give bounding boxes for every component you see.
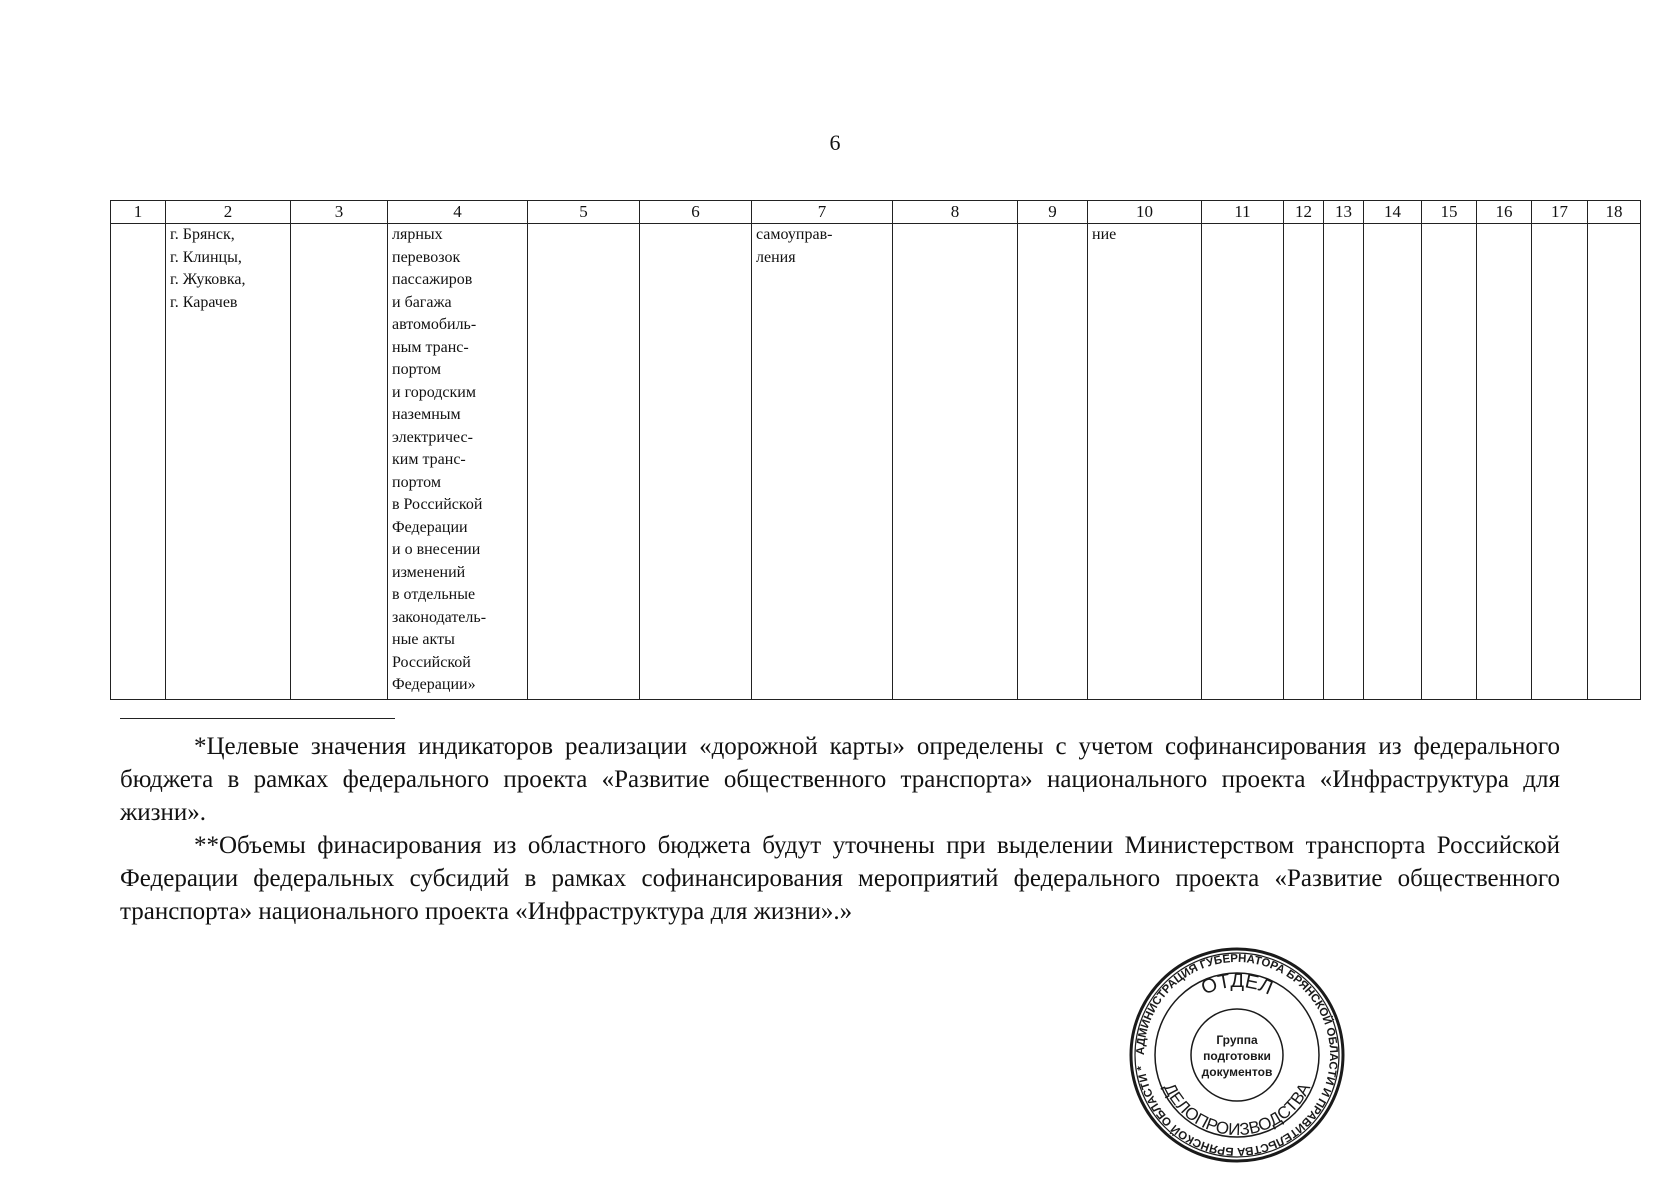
column-header: 8 — [893, 201, 1018, 224]
table-cell — [1284, 224, 1324, 700]
column-header: 6 — [640, 201, 752, 224]
table-cell-result: ние — [1088, 224, 1202, 700]
table-cell — [1018, 224, 1088, 700]
table-cell — [893, 224, 1018, 700]
table-cell-responsible: самоуправ- ления — [752, 224, 893, 700]
table-cell — [528, 224, 640, 700]
footnote-separator — [120, 718, 395, 719]
footnote-2: **Объемы финасирования из областного бюджета будут уточнены при выделении Министерством транспорта Российской Федерации федеральных субсидий в рамках софинансирования мероприятий федерального проекта «Развитие общественного транспорта» национального проекта «Инфраструктура для жизни».» — [120, 832, 1560, 925]
column-header: 15 — [1422, 201, 1477, 224]
table-cell — [1324, 224, 1364, 700]
table-cell — [1364, 224, 1422, 700]
column-header: 4 — [388, 201, 528, 224]
column-header: 7 — [752, 201, 893, 224]
column-header: 3 — [291, 201, 388, 224]
table-cell — [1477, 224, 1532, 700]
table-cell — [1202, 224, 1284, 700]
column-header: 14 — [1364, 201, 1422, 224]
column-header: 18 — [1588, 201, 1641, 224]
table-cell — [111, 224, 166, 700]
stamp-dept-top: ОТДЕЛ — [1198, 969, 1276, 1000]
column-header: 12 — [1284, 201, 1324, 224]
table-cell — [291, 224, 388, 700]
table-cell — [1532, 224, 1588, 700]
table-row — [111, 224, 1641, 700]
column-header: 17 — [1532, 201, 1588, 224]
column-header: 2 — [166, 201, 291, 224]
column-header: 13 — [1324, 201, 1364, 224]
stamp-center-line: документов — [1201, 1065, 1273, 1079]
footnotes — [120, 730, 1560, 928]
page-number: 6 — [829, 130, 841, 155]
column-header: 10 — [1088, 201, 1202, 224]
data-table — [110, 200, 1641, 700]
column-header: 5 — [528, 201, 640, 224]
table-cell — [1588, 224, 1641, 700]
column-header: 11 — [1202, 201, 1284, 224]
column-header: 16 — [1477, 201, 1532, 224]
department-stamp — [1127, 945, 1347, 1165]
table-cell — [1422, 224, 1477, 700]
table-cell — [640, 224, 752, 700]
table-cell-locations: г. Брянск, г. Клинцы, г. Жуковка, г. Карачев — [166, 224, 291, 700]
footnote-1: *Целевые значения индикаторов реализации «дорожной карты» определены с учетом софинансирования из федерального бюджета в рамках федерального проекта «Развитие общественного транспорта» национального проекта «Инфраструктура для жизни». — [120, 733, 1560, 826]
table-cell-law-title: лярных перевозок пассажиров и багажа автомобиль- ным транс- портом и городским наземным электричес- ким транс- портом в Российской Федерации и о внесении изменений в отдельные законодатель- ные акты Российской Федерации» — [388, 224, 528, 700]
table-header-row — [111, 201, 1641, 224]
column-header: 9 — [1018, 201, 1088, 224]
stamp-outer-text: АДМИНИСТРАЦИЯ ГУБЕРНАТОРА БРЯНСКОЙ ОБЛАСТИ И ПРАВИТЕЛЬСТВА БРЯНСКОЙ ОБЛАСТИ * — [1134, 952, 1340, 1158]
stamp-dept-bottom: ДЕЛОПРОИЗВОДСТВА — [1159, 1079, 1315, 1140]
column-header: 1 — [111, 201, 166, 224]
stamp-center-line: подготовки — [1203, 1049, 1271, 1063]
stamp-center-line: Группа — [1216, 1033, 1258, 1047]
